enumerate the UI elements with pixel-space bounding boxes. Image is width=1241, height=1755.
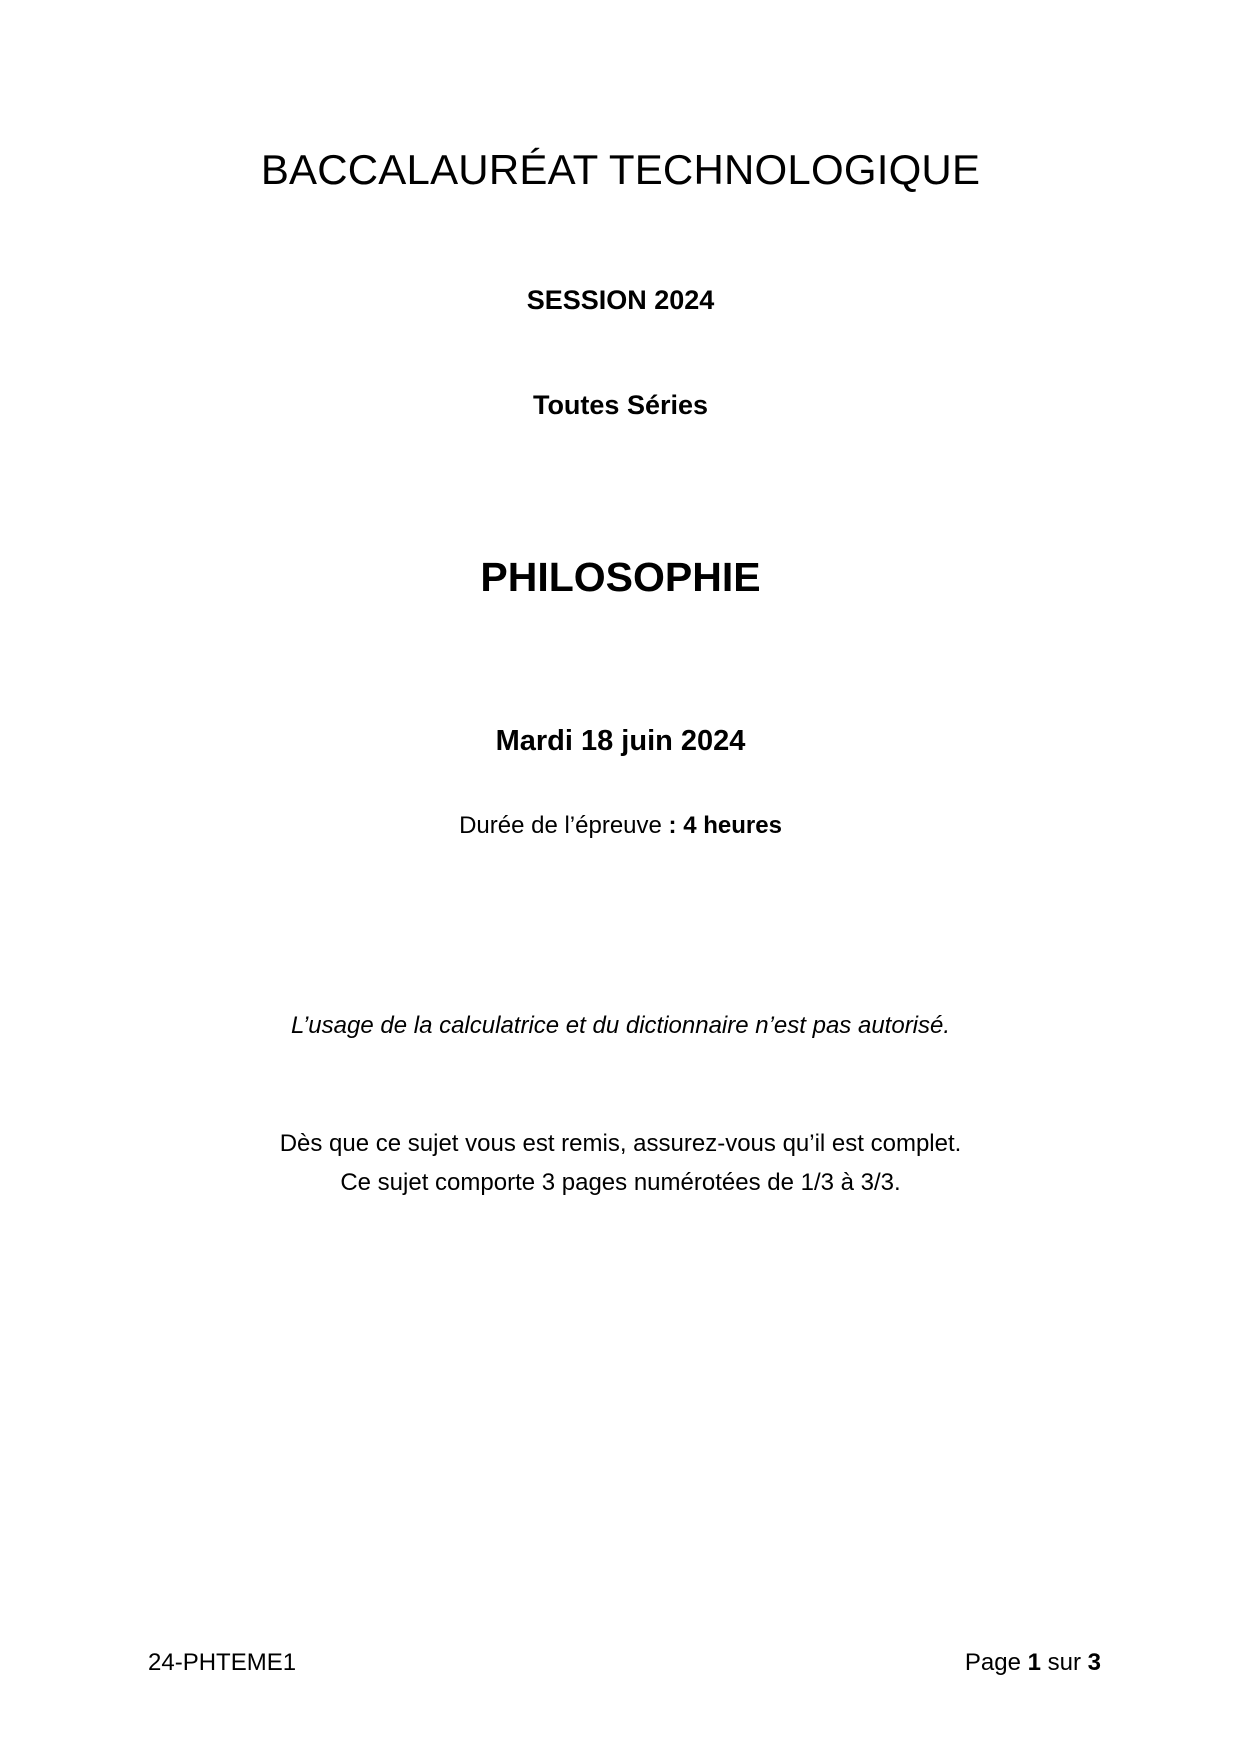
session-label: SESSION 2024 — [526, 285, 715, 315]
page-total: 3 — [1087, 1649, 1101, 1676]
exam-date: Mardi 18 juin 2024 — [495, 725, 746, 757]
duration-label: Durée de l’épreuve — [459, 812, 669, 839]
exam-type-title: BACCALAURÉAT TECHNOLOGIQUE — [260, 146, 981, 193]
instruction-line-2: Ce sujet comporte 3 pages numérotées de 1/3 à 3/3. — [340, 1169, 901, 1196]
page-current: 1 — [1027, 1649, 1041, 1676]
duration-value: : 4 heures — [668, 812, 782, 839]
series-label: Toutes Séries — [532, 390, 709, 420]
calculator-notice: L’usage de la calculatrice et du dictionnaire n’est pas autorisé. — [290, 1012, 951, 1039]
page-prefix: Page — [964, 1649, 1028, 1676]
instruction-line-1: Dès que ce sujet vous est remis, assurez-vous qu’il est complet. — [279, 1130, 962, 1157]
footer-page-number — [965, 1649, 1101, 1677]
subject-title: PHILOSOPHIE — [480, 554, 761, 600]
page-middle: sur — [1040, 1649, 1088, 1676]
footer-exam-code: 24-PHTEME1 — [148, 1649, 297, 1676]
exam-duration — [0, 812, 1241, 840]
